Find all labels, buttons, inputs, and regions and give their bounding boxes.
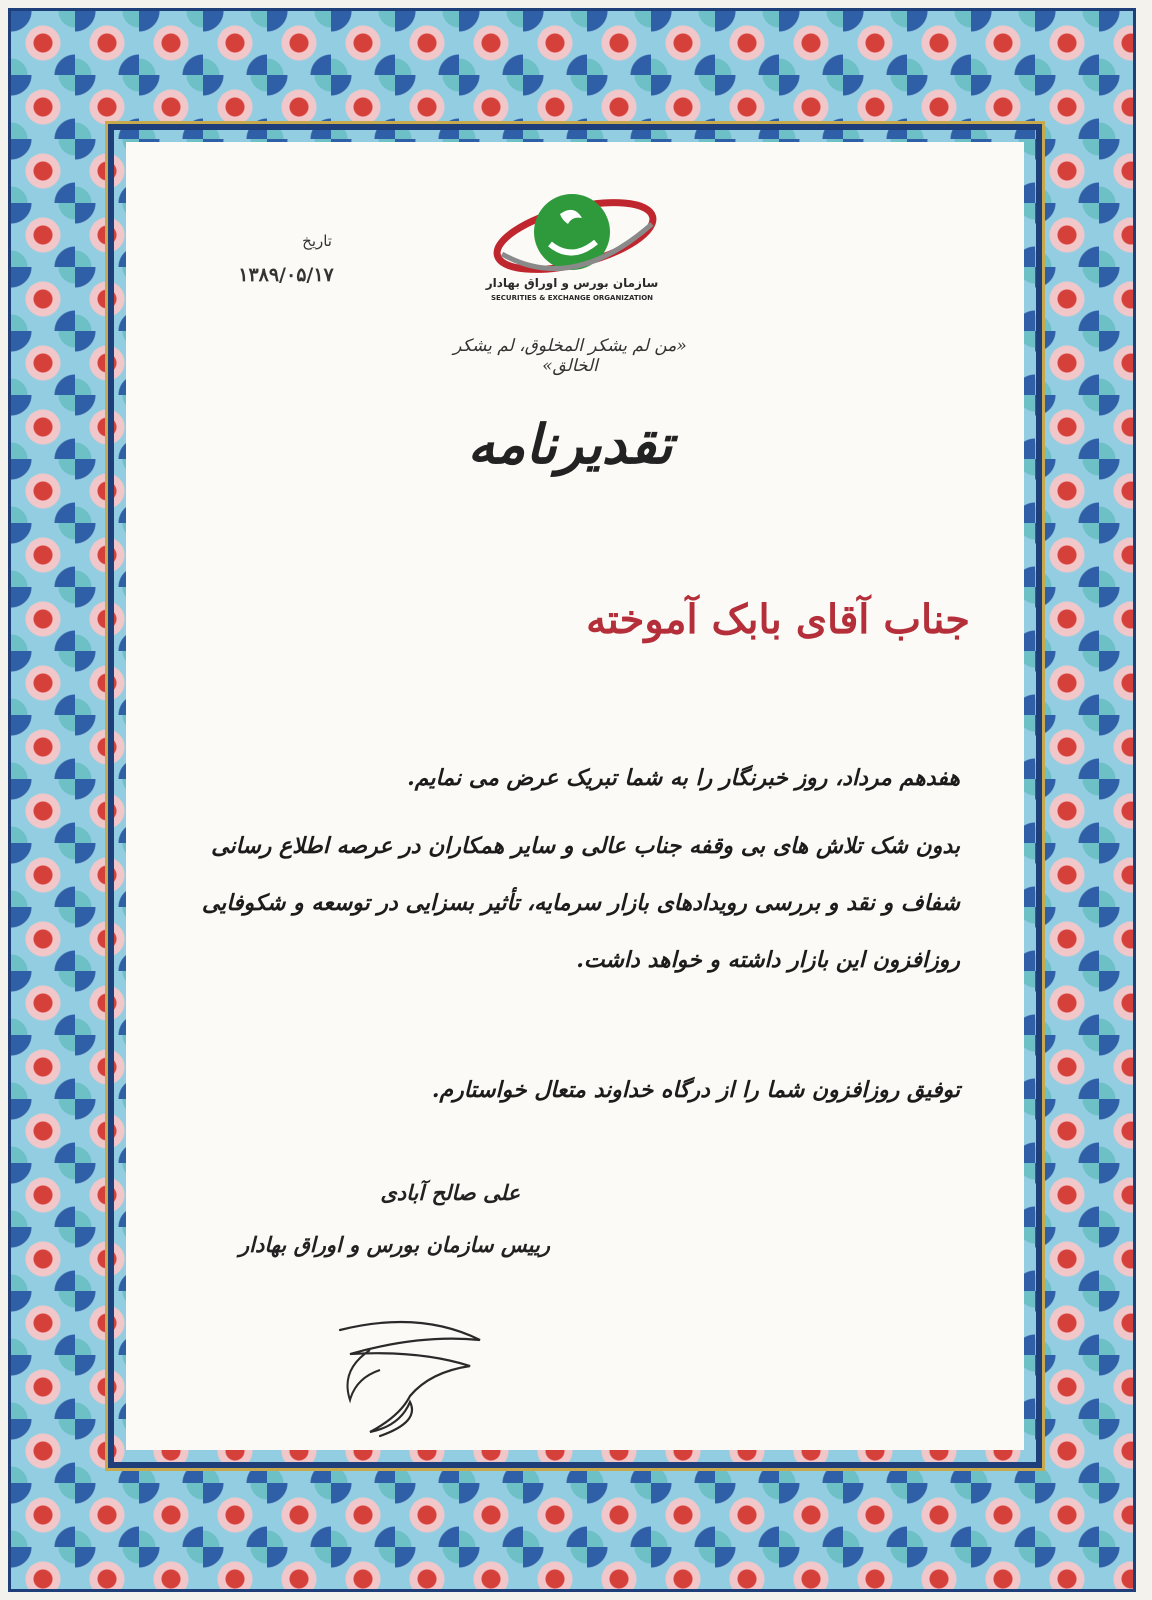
logo-name-fa: سازمان بورس و اوراق بهادار (485, 276, 659, 290)
signature-icon (300, 1310, 510, 1440)
signer-title: رییس سازمان بورس و اوراق بهادار (239, 1232, 550, 1257)
logo-name-en: SECURITIES & EXCHANGE ORGANIZATION (490, 294, 654, 302)
certificate-title: تقدیرنامه (467, 412, 673, 476)
date-label: تاریخ (302, 232, 332, 250)
body-paragraph-wish: توفیق روزافزون شما را از درگاه خداوند متعال خواستارم. (431, 1077, 960, 1103)
body-paragraph-greeting: هفدهم مرداد، روز خبرنگار را به شما تبریک عرض می نمایم. (407, 765, 960, 791)
hadith-quote: «من لم یشکر المخلوق، لم یشکر الخالق» (453, 336, 687, 376)
recipient-name: جناب آقای بابک آموخته (586, 596, 970, 643)
body-paragraph-appreciation: بدون شک تلاش های بی وقفه جناب عالی و سایر همکاران در عرصه اطلاع رسانی شفاف و نقد و بررسی رویدادهای بازار سرمایه، تأثیر بسزایی در توسعه و شکوفایی روزافزون این بازار داشته و خواهد داشت. (201, 833, 960, 973)
signer-name: علی صالح آبادی (380, 1180, 520, 1205)
date-value: ۱۳۸۹/۰۵/۱۷ (238, 264, 334, 286)
